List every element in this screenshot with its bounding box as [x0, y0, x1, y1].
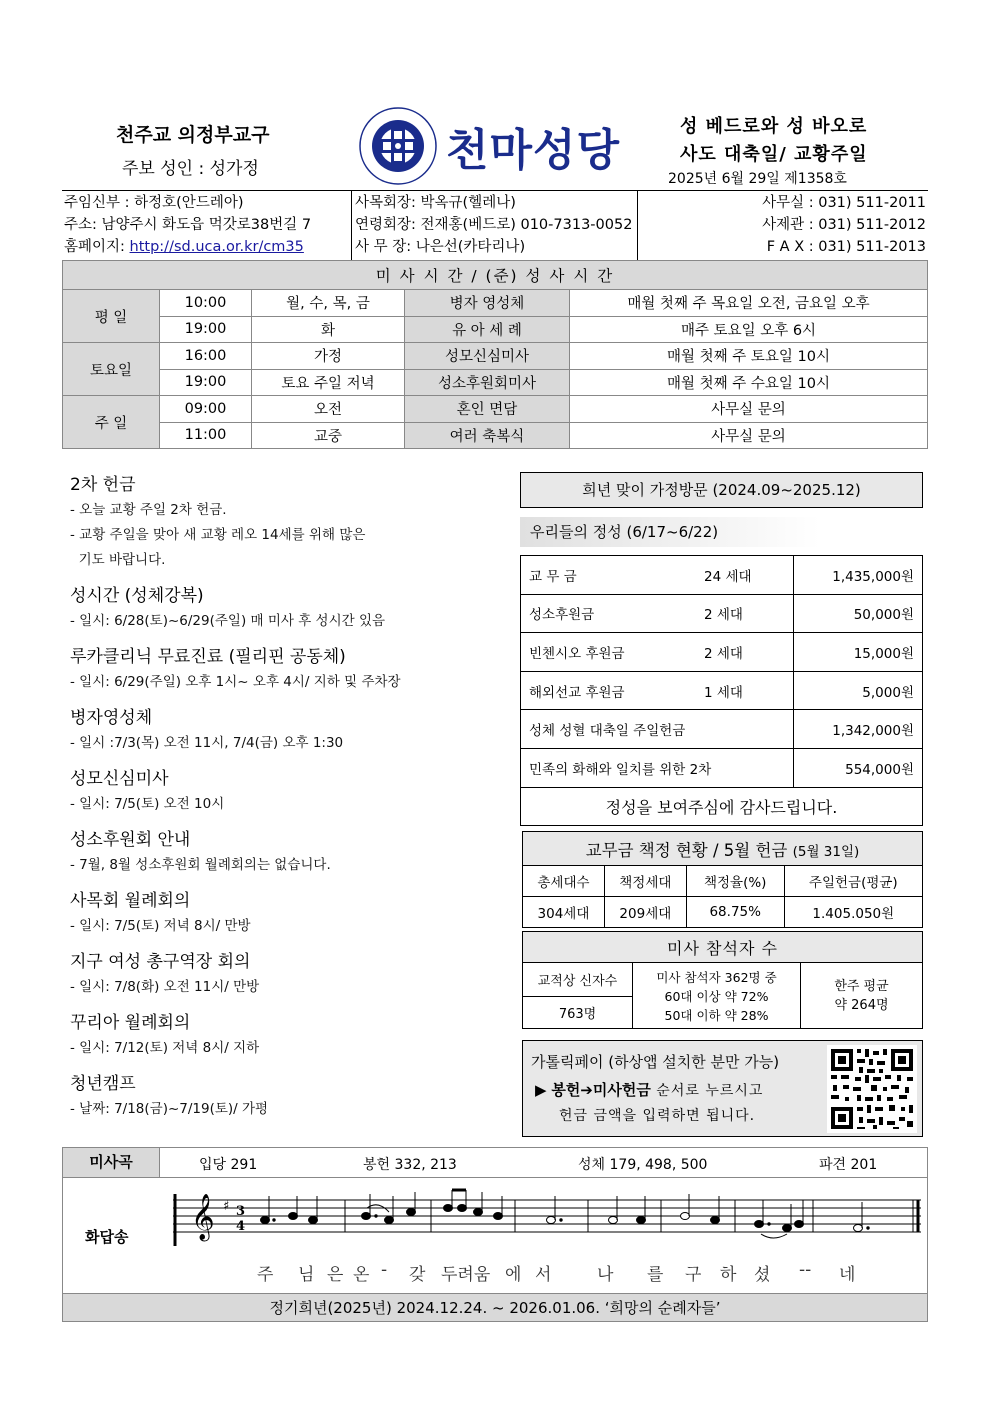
hymn-entrance: 입당 291: [199, 1157, 258, 1173]
news-item: [70, 949, 490, 1000]
lyric-syllable: 서: [535, 1265, 552, 1285]
federation-info: 연령회장: 전재홍(베드로) 010-7313-0052: [355, 217, 633, 233]
svg-text:4: 4: [236, 1219, 246, 1234]
news-line: 기도 바랍니다.: [70, 552, 166, 568]
lyric-syllable: 님: [298, 1265, 315, 1285]
sacrament-name: 유 아 세 례: [405, 316, 570, 343]
sacrament-name: 여러 축복식: [405, 422, 570, 449]
table-header: 책정세대: [604, 866, 686, 897]
news-title: 지구 여성 총구역장 회의: [70, 952, 251, 972]
lyric-syllable: 네: [839, 1265, 856, 1285]
registered-value: 763명: [523, 997, 633, 1029]
group-label: 토요일: [63, 343, 160, 396]
mass-days: 가정: [252, 343, 405, 370]
news-title: 성시간 (성체강복): [70, 586, 204, 606]
table-header: 총세대수: [523, 866, 605, 897]
office-phone: 사무실 : 031) 511-2011: [762, 195, 926, 211]
registered-label: 교적상 신자수: [523, 963, 633, 997]
svg-text:𝄞: 𝄞: [191, 1194, 215, 1240]
tithe-title-text: 교무금 책정 현황 / 5월 헌금: [585, 840, 788, 860]
offering-amount: 1,342,000원: [794, 710, 923, 749]
tithe-title-note: (5월 31일): [792, 843, 860, 860]
news-item: [70, 472, 490, 573]
pastor-info: 주임신부 : 하정호(안드레아): [64, 195, 244, 211]
table-row: [521, 633, 923, 672]
offering-name: 민족의 화해와 일치를 위한 2차: [529, 761, 712, 778]
mass-time: 09:00: [160, 396, 252, 423]
sacrament-name: 성모신심미사: [405, 343, 570, 370]
tithe-title: [523, 832, 923, 866]
mass-days: 월, 수, 목, 금: [252, 290, 405, 317]
mass-time: 19:00: [160, 369, 252, 396]
mass-days: 화: [252, 316, 405, 343]
weekly-average-line2: 약 264명: [834, 997, 889, 1013]
mass-days: 교중: [252, 422, 405, 449]
mass-table-title: 미 사 시 간 / (준) 성 사 시 간: [63, 261, 928, 290]
news-item: [70, 1071, 490, 1122]
catholic-pay-line1: [535, 1079, 763, 1100]
sacrament-name: 병자 영성체: [405, 290, 570, 317]
contact-block: [62, 190, 928, 260]
sacrament-time: 사무실 문의: [570, 422, 928, 449]
mass-time: 10:00: [160, 290, 252, 317]
sacrament-time: 사무실 문의: [570, 396, 928, 423]
news-title: 사목회 월례회의: [70, 891, 191, 911]
table-cell: 1.405.050원: [784, 897, 922, 928]
offering-name: 교 무 금: [529, 568, 577, 585]
weekly-average: [801, 963, 923, 1029]
homepage-label: 홈페이지:: [64, 239, 130, 255]
mass-time: 19:00: [160, 316, 252, 343]
news-item: [70, 888, 490, 939]
news-title: 꾸리아 월례회의: [70, 1013, 191, 1033]
diocese-logo: [358, 106, 438, 186]
mass-time: 16:00: [160, 343, 252, 370]
lyric-syllable: 주: [257, 1265, 274, 1285]
svg-text:3: 3: [236, 1204, 246, 1219]
lyric-syllable: 에: [505, 1265, 522, 1285]
table-header: 주일헌금(평균): [784, 866, 922, 897]
hymn-dismissal: 파견 201: [819, 1157, 878, 1173]
hymn-communion: 성체 179, 498, 500: [578, 1157, 708, 1173]
rectory-phone: 사제관 : 031) 511-2012: [762, 217, 926, 233]
news-title: 청년캠프: [70, 1074, 136, 1094]
news-column: [70, 472, 490, 1132]
pastoral-council-info: 사목회장: 박옥규(헬레나): [355, 195, 516, 211]
offering-name: 해외선교 후원금: [529, 684, 625, 701]
table-row: [63, 422, 928, 449]
offering-name: 빈첸시오 후원금: [529, 645, 625, 662]
news-line: - 일시: 7/5(토) 오전 10시: [70, 796, 225, 812]
fax-number: F A X : 031) 511-2013: [766, 239, 926, 255]
news-line: - 일시: 7/12(토) 저녁 8시/ 지하: [70, 1040, 260, 1056]
jubilee-footer: 정기희년(2025년) 2024.12.24. ~ 2026.01.06. ‘희망의 순례자들’: [63, 1293, 927, 1321]
lyric-syllable: 은: [327, 1265, 344, 1285]
table-row: [521, 787, 923, 826]
lyric-syllable: 를: [647, 1265, 664, 1285]
table-row: [521, 748, 923, 787]
sacrament-name: 성소후원회미사: [405, 369, 570, 396]
psalm-label: 화답송: [85, 1228, 129, 1246]
catholic-pay-line1-rest: 순서로 누르시고: [650, 1083, 764, 1099]
jubilee-visit-banner: 희년 맞이 가정방문 (2024.09~2025.12): [520, 472, 923, 508]
table-row: [521, 556, 923, 595]
news-title: 성모신심미사: [70, 769, 169, 789]
attendance-title: 미사 참석자 수: [523, 932, 923, 963]
offering-name: 성체 성혈 대축일 주일헌금: [529, 723, 686, 740]
mass-days: 토요 주일 저녁: [252, 369, 405, 396]
offering-amount: 50,000원: [794, 594, 923, 633]
address-info: 주소: 남양주시 화도읍 먹갓로38번길 7: [64, 217, 312, 233]
table-row: [63, 396, 928, 423]
table-row: [521, 710, 923, 749]
lyric-syllable: -: [381, 1260, 388, 1280]
secretary-info: 사 무 장: 나은선(카타리나): [355, 239, 526, 255]
offering-amount: 5,000원: [794, 671, 923, 710]
offering-name: 성소후원금: [529, 607, 595, 624]
homepage-link[interactable]: http://sd.uca.or.kr/cm35: [129, 239, 304, 255]
attendance-table: [522, 931, 923, 1029]
table-cell: 68.75%: [686, 897, 784, 928]
table-row: [521, 594, 923, 633]
hymn-bar: [63, 1148, 927, 1178]
lyric-syllable: 하: [720, 1265, 737, 1285]
mass-days: 오전: [252, 396, 405, 423]
offering-households: 24 세대: [704, 568, 752, 585]
news-line: - 일시: 7/8(화) 오전 11시/ 만방: [70, 979, 260, 995]
attendance-detail: [633, 963, 801, 1029]
catholic-pay-title: 가톨릭페이 (하상앱 설치한 분만 가능): [531, 1053, 780, 1071]
diocese-title: 천주교 의정부교구: [116, 124, 270, 146]
group-label: 주 일: [63, 396, 160, 449]
hymn-offertory: 봉헌 332, 213: [363, 1157, 457, 1173]
table-cell: 304세대: [523, 897, 605, 928]
lyric-syllable: 갖: [409, 1265, 426, 1285]
news-title: 성소후원회 안내: [70, 830, 191, 850]
news-item: [70, 1010, 490, 1061]
mass-music-box: [62, 1147, 928, 1322]
mass-schedule-table: [62, 260, 928, 449]
table-cell: 209세대: [604, 897, 686, 928]
news-item: [70, 766, 490, 817]
catholic-pay-box: [522, 1040, 923, 1137]
sacrament-name: 혼인 면담: [405, 396, 570, 423]
attendance-line1: 미사 참석자 362명 중: [656, 970, 777, 985]
lyric-syllable: 나: [597, 1265, 614, 1285]
news-line: - 오늘 교황 주일 2차 헌금.: [70, 502, 227, 518]
news-line: - 날짜: 7/18(금)~7/19(토)/ 가평: [70, 1101, 269, 1117]
offering-thanks: 정성을 보여주심에 감사드립니다.: [521, 787, 923, 826]
offering-households: 2 세대: [704, 607, 743, 624]
mass-time: 11:00: [160, 422, 252, 449]
table-row: [63, 343, 928, 370]
catholic-pay-steps: 봉헌➔미사헌금: [551, 1081, 651, 1099]
table-row: [63, 369, 928, 396]
news-item: [70, 705, 490, 756]
lyric-syllable: 온: [353, 1265, 370, 1285]
offering-amount: 554,000원: [794, 748, 923, 787]
sacrament-time: 매월 첫째 주 목요일 오전, 금요일 오후: [570, 290, 928, 317]
table-header: 책정율(%): [686, 866, 784, 897]
news-line: - 일시: 7/5(토) 저녁 8시/ 만방: [70, 918, 251, 934]
table-row: [523, 897, 923, 928]
sacrament-time: 매주 토요일 오후 6시: [570, 316, 928, 343]
lyric-syllable: 셨: [754, 1265, 771, 1285]
news-title: 루카클리닉 무료진료 (필리핀 공동체): [70, 647, 346, 667]
offerings-title: 우리들의 정성 (6/17~6/22): [520, 517, 820, 547]
table-row: [63, 290, 928, 317]
offering-households: 2 세대: [704, 645, 743, 662]
attendance-line3: 50대 이하 약 28%: [664, 1008, 769, 1023]
psalm-lyrics: [63, 1260, 927, 1284]
svg-text:♯: ♯: [223, 1199, 230, 1214]
group-label: 평 일: [63, 290, 160, 343]
news-title: 2차 헌금: [70, 475, 136, 495]
offerings-table: [520, 555, 923, 826]
offering-amount: 1,435,000원: [794, 556, 923, 595]
news-line: - 일시: 6/29(주일) 오후 1시~ 오후 4시/ 지하 및 주차장: [70, 674, 401, 690]
patron-saint: 주보 성인 : 성가정: [122, 159, 259, 179]
lyric-syllable: 구: [685, 1265, 702, 1285]
table-row: [523, 963, 923, 997]
sacrament-time: 매월 첫째 주 토요일 10시: [570, 343, 928, 370]
catholic-pay-line2: 헌금 금액을 입력하면 됩니다.: [559, 1108, 756, 1124]
table-row: [63, 316, 928, 343]
sacrament-time: 매월 첫째 주 수요일 10시: [570, 369, 928, 396]
offering-amount: 15,000원: [794, 633, 923, 672]
attendance-line2: 60대 이상 약 72%: [664, 989, 769, 1004]
news-item: [70, 583, 490, 634]
qr-code-icon[interactable]: [827, 1045, 917, 1133]
table-row: [523, 866, 923, 897]
lyric-syllable: 두려움: [441, 1265, 491, 1285]
news-line: - 일시 :7/3(목) 오전 11시, 7/4(금) 오후 1:30: [70, 735, 344, 751]
bullet-arrow-icon: ▶: [535, 1081, 547, 1099]
mass-music-label: 미사곡: [63, 1148, 160, 1177]
news-line: - 일시: 6/28(토)~6/29(주일) 매 미사 후 성시간 있음: [70, 613, 386, 629]
news-line: - 교황 주일을 맞아 새 교황 레오 14세를 위해 많은: [70, 527, 366, 543]
news-title: 병자영성체: [70, 708, 153, 728]
tithe-status-table: [522, 831, 923, 928]
lyric-syllable: --: [799, 1260, 812, 1280]
feast-title-line2: 사도 대축일/ 교황주일: [680, 144, 868, 165]
table-row: [521, 671, 923, 710]
offering-households: 1 세대: [704, 684, 743, 701]
news-item: [70, 644, 490, 695]
homepage-info: [64, 236, 304, 258]
news-item: [70, 827, 490, 878]
issue-date: 2025년 6월 29일 제1358호: [668, 171, 847, 187]
church-name: 천마성당: [446, 125, 621, 176]
news-line: - 7월, 8월 성소후원회 월례회의는 없습니다.: [70, 857, 331, 873]
feast-title-line1: 성 베드로와 성 바오로: [680, 116, 868, 137]
weekly-average-line1: 한주 평균: [834, 978, 889, 994]
